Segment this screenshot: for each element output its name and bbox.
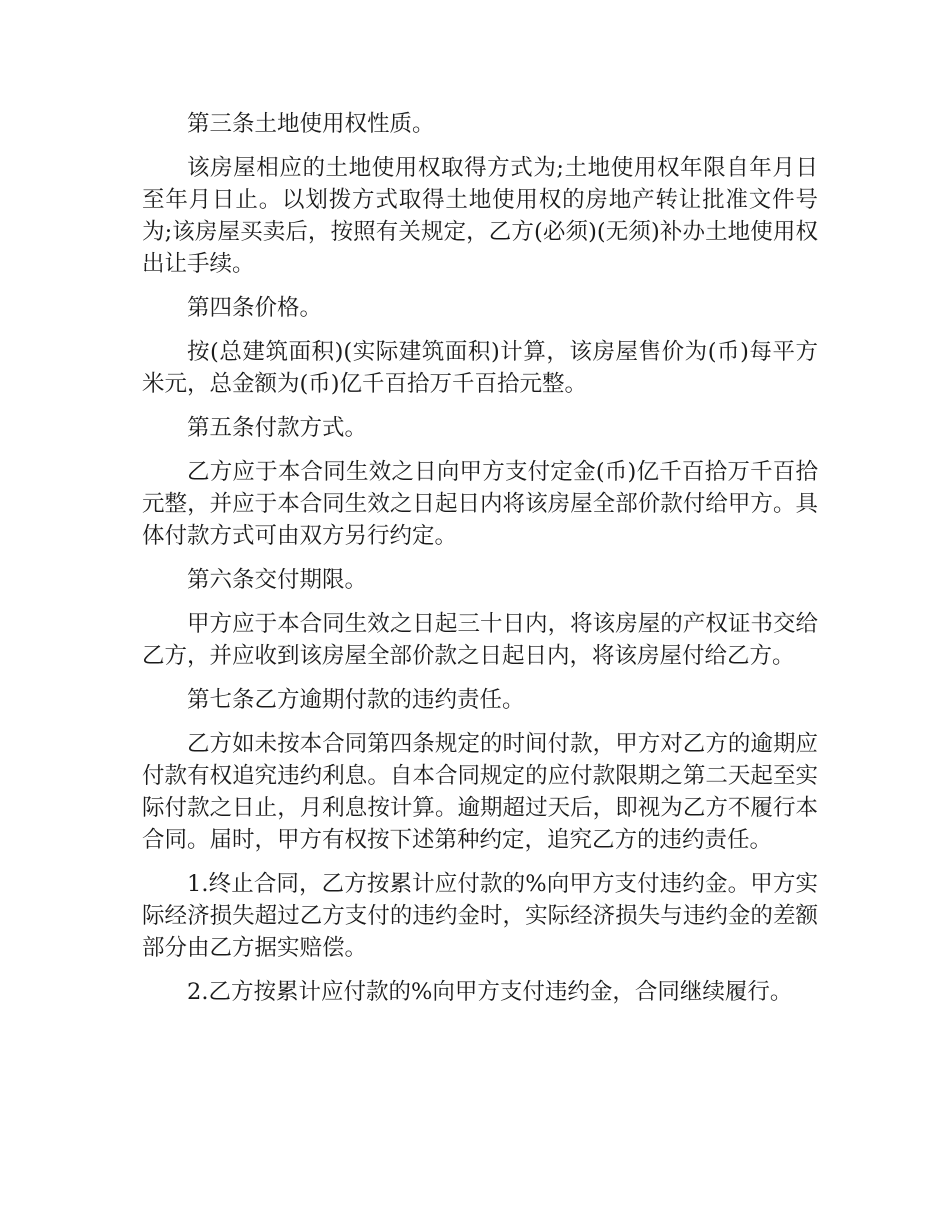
article-7-option-2: 2.乙方按累计应付款的%向甲方支付违约金，合同继续履行。 (187, 979, 793, 1005)
document-page (142, 108, 818, 1020)
article-3-body: 该房屋相应的土地使用权取得方式为;土地使用权年限自年月日至年月日止。以划拨方式取得土地使用权的房地产转让批准文件号为;该房屋买卖后，按照有关规定，乙方(必须)(无须)补办土地使用权出让手续。 (142, 155, 818, 277)
article-4-heading: 第四条价格。 (187, 295, 323, 321)
article-7-option-1: 1.终止合同，乙方按累计应付款的%向甲方支付违约金。甲方实际经济损失超过乙方支付的违约金时，实际经济损失与违约金的差额部分由乙方据实赔偿。 (142, 871, 818, 961)
article-5-heading: 第五条付款方式。 (187, 415, 368, 441)
article-5-body: 乙方应于本合同生效之日向甲方支付定金(币)亿千百拾万千百拾元整，并应于本合同生效之日起日内将该房屋全部价款付给甲方。具体付款方式可由双方另行约定。 (142, 459, 818, 549)
article-7-heading: 第七条乙方逾期付款的违约责任。 (187, 687, 525, 713)
article-7-body: 乙方如未按本合同第四条规定的时间付款，甲方对乙方的逾期应付款有权追究违约利息。自本合同规定的应付款限期之第二天起至实际付款之日止，月利息按计算。逾期超过天后，即视为乙方不履行本合同。届时，甲方有权按下述第种约定，追究乙方的违约责任。 (142, 731, 818, 853)
article-4-body: 按(总建筑面积)(实际建筑面积)计算，该房屋售价为(币)每平方米元，总金额为(币)亿千百拾万千百拾元整。 (142, 339, 818, 397)
article-3-heading: 第三条土地使用权性质。 (187, 111, 435, 137)
article-6-body: 甲方应于本合同生效之日起三十日内，将该房屋的产权证书交给乙方，并应收到该房屋全部价款之日起日内，将该房屋付给乙方。 (142, 611, 818, 669)
article-6-heading: 第六条交付期限。 (187, 567, 368, 593)
